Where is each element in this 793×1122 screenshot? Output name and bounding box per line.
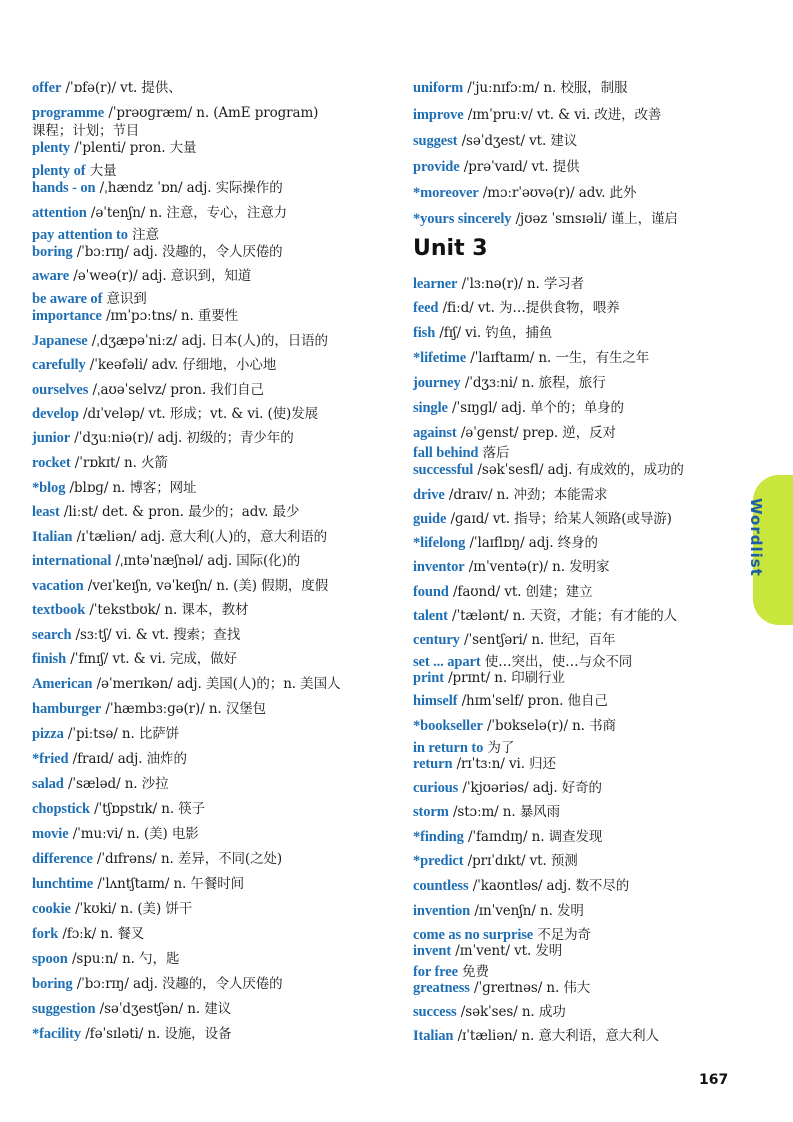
definition: /ˈjuːnɪfɔːm/ n. 校服，制服 <box>463 80 628 96</box>
word-entry <box>32 382 264 399</box>
definition: /ɪˈtæliən/ adj. 意大利(人)的，意大利语的 <box>72 529 328 545</box>
definition: 不足为奇 <box>533 927 591 943</box>
word-entry <box>413 903 584 920</box>
definition: /ˈdʒuːniə(r)/ adj. 初级的；青少年的 <box>70 430 294 446</box>
word-entry <box>32 205 287 222</box>
word-entry <box>413 632 615 649</box>
definition: /blɒɡ/ n. 博客；网址 <box>65 480 197 496</box>
headword: attention <box>32 205 87 221</box>
headword: successful <box>413 462 474 478</box>
word-entry <box>413 1028 659 1045</box>
word-entry <box>413 1004 566 1021</box>
definition: /ˈkʊki/ n. (美) 饼干 <box>70 901 193 917</box>
definition: /draɪv/ n. 冲劲；本能需求 <box>444 487 608 503</box>
headword: *moreover <box>413 185 479 201</box>
definition: /ˌaʊəˈselvz/ pron. 我们自己 <box>88 382 264 398</box>
definition: /ˈkaʊntləs/ adj. 数不尽的 <box>468 878 630 894</box>
word-entry <box>32 455 168 472</box>
headword: hamburger <box>32 701 102 717</box>
headword: search <box>32 627 72 643</box>
word-entry <box>413 943 562 960</box>
word-entry <box>32 268 251 285</box>
headword: Japanese <box>32 333 88 349</box>
word-entry <box>413 756 556 773</box>
headword: *facility <box>32 1026 82 1042</box>
definition: 大量 <box>85 163 117 179</box>
definition: /ˈdʒɜːni/ n. 旅程，旅行 <box>460 375 606 391</box>
word-entry <box>413 300 620 317</box>
definition: /ˈsæləd/ n. 沙拉 <box>63 776 169 792</box>
definition: /ˈpiːtsə/ n. 比萨饼 <box>63 726 180 742</box>
word-entry <box>413 804 560 821</box>
definition: /ˈtekstbʊk/ n. 课本，教材 <box>85 602 249 618</box>
headword: *predict <box>413 853 464 869</box>
word-entry <box>32 826 199 843</box>
headword: difference <box>32 851 93 867</box>
definition: 课程；计划；节目 <box>32 123 140 139</box>
headword: curious <box>413 780 459 796</box>
word-entry <box>32 676 340 693</box>
headword: *lifelong <box>413 535 466 551</box>
word-entry <box>32 504 299 521</box>
headword: return <box>413 756 453 772</box>
word-entry <box>32 480 196 497</box>
definition: /ˈprəʊɡræm/ n. (AmE program) <box>104 105 319 121</box>
definition: 免费 <box>457 964 489 980</box>
word-entry <box>413 559 609 576</box>
word-entry <box>413 185 636 202</box>
headword: boring <box>32 976 73 992</box>
word-entry <box>32 333 328 350</box>
word-entry <box>413 718 616 735</box>
headword: learner <box>413 276 458 292</box>
headword: spoon <box>32 951 68 967</box>
headword: *yours sincerely <box>413 211 512 227</box>
word-entry <box>32 291 147 308</box>
word-entry <box>32 876 244 893</box>
word-entry <box>413 350 649 367</box>
headword: set ... apart <box>413 654 481 670</box>
word-entry <box>413 878 629 895</box>
word-entry <box>32 553 300 570</box>
headword: carefully <box>32 357 86 373</box>
definition: /ˈbɔːrɪŋ/ adj. 没趣的，令人厌倦的 <box>72 976 283 992</box>
word-entry <box>413 853 578 870</box>
word-entry <box>413 535 598 552</box>
definition: /səˈdʒest/ vt. 建议 <box>457 133 578 149</box>
word-entry <box>32 751 187 768</box>
definition: /sɜːtʃ/ vi. & vt. 搜索；查找 <box>71 627 241 643</box>
headword: talent <box>413 608 448 624</box>
headword: be aware of <box>32 291 103 307</box>
definition: /ˈplenti/ pron. 大量 <box>70 140 197 156</box>
headword: hands - on <box>32 180 96 196</box>
word-entry <box>32 163 116 180</box>
definition: 意识到 <box>102 291 147 307</box>
headword: Italian <box>413 1028 454 1044</box>
unit-heading: Unit 3 <box>413 236 488 261</box>
headword: *bookseller <box>413 718 483 734</box>
definition: /əˈɡenst/ prep. 逆，反对 <box>456 425 616 441</box>
definition: /ˈlɜːnə(r)/ n. 学习者 <box>457 276 585 292</box>
headword: print <box>413 670 444 686</box>
headword: inventor <box>413 559 465 575</box>
headword: guide <box>413 511 447 527</box>
headword: journey <box>413 375 461 391</box>
word-entry <box>32 80 182 97</box>
definition: /fəˈsɪləti/ n. 设施，设备 <box>81 1026 232 1042</box>
word-entry <box>413 211 678 228</box>
word-entry <box>413 80 627 97</box>
headword: fall behind <box>413 445 479 461</box>
definition: /spuːn/ n. 勺，匙 <box>67 951 180 967</box>
headword: aware <box>32 268 70 284</box>
definition: 注意 <box>127 227 159 243</box>
headword: movie <box>32 826 69 842</box>
headword: single <box>413 400 448 416</box>
headword: in return to <box>413 740 484 756</box>
definition: 为了 <box>483 740 515 756</box>
headword: chopstick <box>32 801 90 817</box>
word-entry <box>413 107 661 124</box>
definition: /prəˈvaɪd/ vt. 提供 <box>459 159 580 175</box>
word-entry <box>413 400 624 417</box>
word-entry <box>32 308 238 325</box>
definition: /ˈmuːvi/ n. (美) 电影 <box>68 826 199 842</box>
headword: cookie <box>32 901 71 917</box>
headword: plenty <box>32 140 71 156</box>
headword: for free <box>413 964 458 980</box>
headword: *blog <box>32 480 66 496</box>
headword: develop <box>32 406 79 422</box>
definition: /fiːd/ vt. 为…提供食物，喂养 <box>438 300 620 316</box>
word-entry <box>413 670 565 687</box>
definition: /ɪˈtæliən/ n. 意大利语，意大利人 <box>453 1028 659 1044</box>
headword: pizza <box>32 726 64 742</box>
headword: finish <box>32 651 67 667</box>
word-entry <box>413 927 591 944</box>
definition: /prɪnt/ n. 印刷行业 <box>443 670 565 686</box>
headword: found <box>413 584 449 600</box>
headword: Italian <box>32 529 73 545</box>
headword: American <box>32 676 93 692</box>
word-entry <box>32 140 196 157</box>
definition: /ˈtʃɒpstɪk/ n. 筷子 <box>89 801 206 817</box>
word-entry <box>413 375 606 392</box>
word-entry <box>32 951 179 968</box>
headword: provide <box>413 159 460 175</box>
headword: drive <box>413 487 445 503</box>
definition: /səˈdʒestʃən/ n. 建议 <box>95 1001 232 1017</box>
definition: 落后 <box>478 445 510 461</box>
word-entry <box>413 133 577 150</box>
headword: rocket <box>32 455 71 471</box>
definition: /ɪmˈpɔːtns/ n. 重要性 <box>101 308 239 324</box>
word-entry <box>413 276 584 293</box>
definition: /əˈtenʃn/ n. 注意，专心，注意力 <box>86 205 288 221</box>
definition: /liːst/ det. & pron. 最少的；adv. 最少 <box>59 504 300 520</box>
headword: pay attention to <box>32 227 128 243</box>
word-entry <box>413 425 616 442</box>
headword: boring <box>32 244 73 260</box>
word-entry <box>413 654 632 671</box>
word-entry <box>32 123 139 140</box>
definition: /ˈfaɪndɪŋ/ n. 调查发现 <box>463 829 603 845</box>
definition: /mɔːrˈəʊvə(r)/ adv. 此外 <box>478 185 637 201</box>
word-entry <box>32 357 276 374</box>
headword: salad <box>32 776 64 792</box>
word-entry <box>32 627 240 644</box>
word-entry <box>32 244 283 261</box>
headword: international <box>32 553 112 569</box>
definition: /ˌɪntəˈnæʃnəl/ adj. 国际(化)的 <box>111 553 301 569</box>
word-entry <box>32 1026 231 1043</box>
definition: /stɔːm/ n. 暴风雨 <box>448 804 560 820</box>
word-entry <box>32 901 192 918</box>
headword: offer <box>32 80 62 96</box>
definition: /ˈhæmbɜːɡə(r)/ n. 汉堡包 <box>101 701 267 717</box>
word-entry <box>413 511 672 528</box>
definition: /ˈkeəfəli/ adv. 仔细地，小心地 <box>85 357 277 373</box>
word-entry <box>413 462 684 479</box>
definition: /fɔːk/ n. 餐叉 <box>58 926 145 942</box>
word-entry <box>32 529 327 546</box>
headword: textbook <box>32 602 86 618</box>
word-entry <box>413 445 509 462</box>
headword: *fried <box>32 751 69 767</box>
word-entry <box>413 964 489 981</box>
word-entry <box>32 227 159 244</box>
word-entry <box>32 578 328 595</box>
definition: /dɪˈveləp/ vt. 形成；vt. & vi. (使)发展 <box>78 406 318 422</box>
definition: /ˈɒfə(r)/ vt. 提供、 <box>61 80 182 96</box>
word-entry <box>413 487 607 504</box>
definition: /ˌdʒæpəˈniːz/ adj. 日本(人)的，日语的 <box>87 333 328 349</box>
definition: 使…突出，使…与众不同 <box>480 654 633 670</box>
definition: /ˈfɪnɪʃ/ vt. & vi. 完成，做好 <box>66 651 237 667</box>
side-tab-label: Wordlist <box>747 498 765 577</box>
definition: /faʊnd/ vt. 创建；建立 <box>448 584 593 600</box>
definition: /ˈɡreɪtnəs/ n. 伟大 <box>469 980 591 996</box>
headword: success <box>413 1004 457 1020</box>
definition: /fraɪd/ adj. 油炸的 <box>68 751 187 767</box>
headword: feed <box>413 300 439 316</box>
headword: programme <box>32 105 105 121</box>
headword: invent <box>413 943 452 959</box>
word-entry <box>32 801 205 818</box>
definition: /rɪˈtɜːn/ vi. 归还 <box>452 756 556 772</box>
definition: /ˈtælənt/ n. 天资，才能；有才能的人 <box>447 608 678 624</box>
definition: /ˈlʌntʃtaɪm/ n. 午餐时间 <box>93 876 245 892</box>
word-entry <box>413 584 593 601</box>
headword: vacation <box>32 578 84 594</box>
definition: /ˈdɪfrəns/ n. 差异，不同(之处) <box>92 851 283 867</box>
headword: lunchtime <box>32 876 94 892</box>
word-entry <box>32 976 283 993</box>
headword: junior <box>32 430 71 446</box>
definition: /ˈrɒkɪt/ n. 火箭 <box>70 455 168 471</box>
definition: /ˈlaɪflɒŋ/ adj. 终身的 <box>465 535 598 551</box>
headword: plenty of <box>32 163 86 179</box>
definition: /ˈsentʃəri/ n. 世纪，百年 <box>459 632 616 648</box>
word-entry <box>413 608 677 625</box>
headword: fork <box>32 926 59 942</box>
word-entry <box>32 651 237 668</box>
word-entry <box>32 602 248 619</box>
word-entry <box>413 780 602 797</box>
headword: importance <box>32 308 102 324</box>
headword: least <box>32 504 60 520</box>
definition: /jʊəz ˈsɪnsɪəli/ 谨上，谨启 <box>511 211 678 227</box>
word-entry <box>32 701 266 718</box>
word-entry <box>413 159 580 176</box>
definition: /prɪˈdɪkt/ vt. 预测 <box>463 853 578 869</box>
word-entry <box>32 1001 231 1018</box>
definition: /ˈlaɪftaɪm/ n. 一生，有生之年 <box>466 350 650 366</box>
definition: /ˈbɔːrɪŋ/ adj. 没趣的，令人厌倦的 <box>72 244 283 260</box>
headword: uniform <box>413 80 464 96</box>
definition: /ɪnˈvent/ vt. 发明 <box>451 943 563 959</box>
headword: storm <box>413 804 449 820</box>
definition: /ɪmˈpruːv/ vt. & vi. 改进，改善 <box>463 107 662 123</box>
word-entry <box>32 851 282 868</box>
word-entry <box>413 829 602 846</box>
headword: fish <box>413 325 436 341</box>
definition: /əˈweə(r)/ adj. 意识到，知道 <box>69 268 252 284</box>
definition: /ˈkjʊəriəs/ adj. 好奇的 <box>458 780 602 796</box>
headword: against <box>413 425 457 441</box>
definition: /veɪˈkeɪʃn, vəˈkeɪʃn/ n. (美) 假期，度假 <box>83 578 329 594</box>
headword: himself <box>413 693 458 709</box>
headword: *lifetime <box>413 350 467 366</box>
word-entry <box>413 740 514 757</box>
word-entry <box>32 105 318 122</box>
headword: invention <box>413 903 471 919</box>
word-entry <box>32 726 179 743</box>
word-entry <box>32 406 318 423</box>
headword: improve <box>413 107 464 123</box>
word-entry <box>413 980 590 997</box>
definition: /səkˈsesfl/ adj. 有成效的，成功的 <box>473 462 684 478</box>
definition: /ɡaɪd/ vt. 指导；给某人领路(或导游) <box>446 511 672 527</box>
headword: *finding <box>413 829 464 845</box>
definition: /fɪʃ/ vi. 钓鱼，捕鱼 <box>435 325 553 341</box>
headword: suggestion <box>32 1001 96 1017</box>
headword: greatness <box>413 980 470 996</box>
definition: /ˈsɪŋɡl/ adj. 单个的；单身的 <box>447 400 624 416</box>
headword: countless <box>413 878 469 894</box>
word-entry <box>32 926 144 943</box>
headword: suggest <box>413 133 458 149</box>
page-number: 167 <box>699 1072 729 1088</box>
headword: come as no surprise <box>413 927 534 943</box>
definition: /əˈmerɪkən/ adj. 美国(人)的；n. 美国人 <box>92 676 341 692</box>
word-entry <box>32 180 283 197</box>
word-entry <box>413 693 608 710</box>
definition: /hɪmˈself/ pron. 他自己 <box>457 693 608 709</box>
headword: century <box>413 632 460 648</box>
definition: /səkˈses/ n. 成功 <box>456 1004 566 1020</box>
word-entry <box>32 776 168 793</box>
headword: ourselves <box>32 382 89 398</box>
definition: /ˌhændz ˈɒn/ adj. 实际操作的 <box>95 180 283 196</box>
definition: /ɪnˈventə(r)/ n. 发明家 <box>464 559 610 575</box>
word-entry <box>413 325 552 342</box>
definition: /ɪnˈvenʃn/ n. 发明 <box>470 903 584 919</box>
definition: /ˈbʊkselə(r)/ n. 书商 <box>482 718 616 734</box>
word-entry <box>32 430 294 447</box>
